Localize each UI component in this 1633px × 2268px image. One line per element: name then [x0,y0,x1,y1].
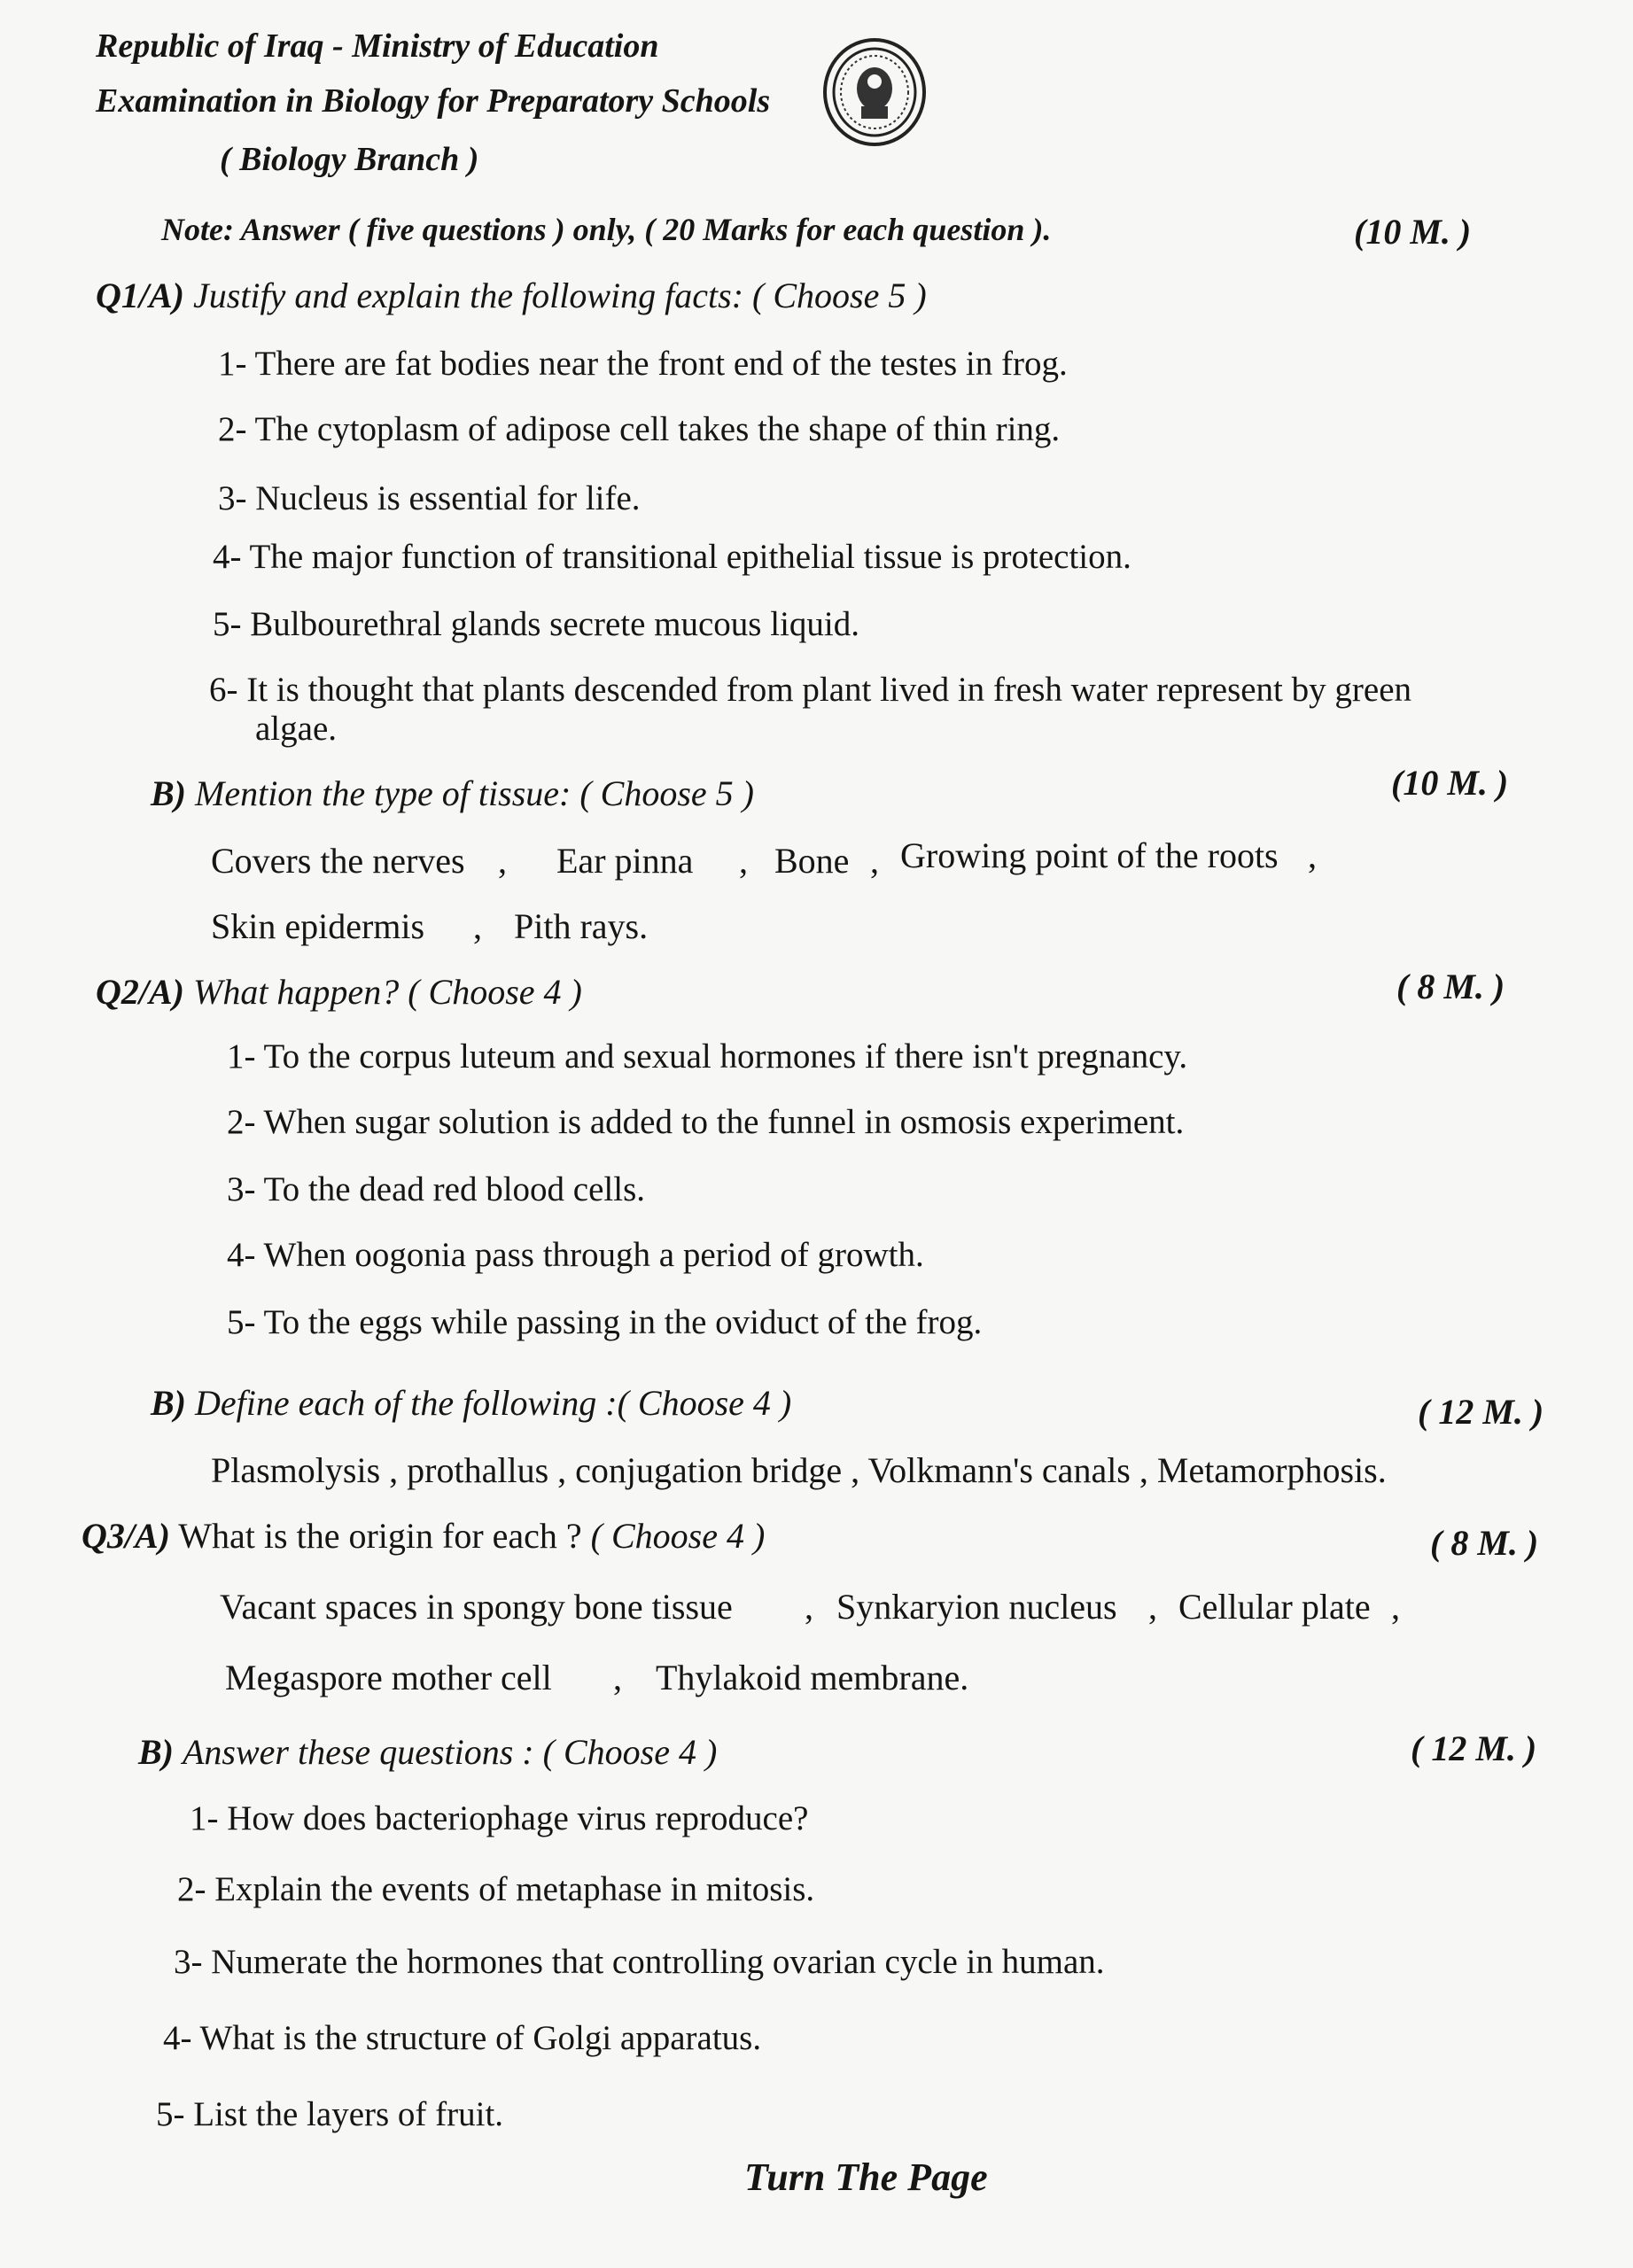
q2a-item: 1- To the corpus luteum and sexual hormones if there isn't pregnancy. [227,1037,1188,1076]
q2b-terms: Plasmolysis , prothallus , conjugation bridge , Volkmann's canals , Metamorphosis. [211,1450,1387,1490]
q1b-separator: , [473,906,482,946]
q2b-label: B) [151,1383,186,1423]
q1b-text: Mention the type of tissue: ( Choose 5 ) [195,773,754,813]
q2b-marks: ( 12 M. ) [1418,1392,1544,1432]
q3b-item: 3- Numerate the hormones that controlling ovarian cycle in human. [174,1943,1105,1981]
q3a-separator: , [613,1658,622,1697]
q3b-text: Answer these questions : ( Choose 4 ) [183,1732,718,1772]
q1b-marks: (10 M. ) [1391,763,1509,803]
q3a-separator: , [1391,1587,1400,1627]
q3a-label: Q3/A) [82,1516,170,1556]
q1b-separator: , [498,841,507,881]
q1a-item: 1- There are fat bodies near the front end of the testes in frog. [218,345,1068,383]
q1b-term: Skin epidermis [211,906,425,946]
header-branch: ( Biology Branch ) [220,141,479,178]
q3a-separator: , [805,1587,813,1627]
q3a-term: Synkaryion nucleus [836,1587,1117,1627]
q3a-term: Thylakoid membrane. [656,1658,969,1697]
q1b-separator: , [870,841,879,881]
q3b-heading [138,1731,717,1773]
q1b-separator: , [1308,835,1317,875]
exam-note: Note: Answer ( five questions ) only, ( 20 Marks for each question ). [161,212,1052,247]
q3a-term: Vacant spaces in spongy bone tissue [220,1587,733,1627]
q2a-item: 4- When oogonia pass through a period of growth. [227,1236,924,1274]
q2a-text: What happen? ( Choose 4 ) [193,972,582,1012]
q2a-heading [96,971,582,1013]
q1a-item: 4- The major function of transitional epithelial tissue is protection. [213,538,1131,576]
q3a-marks: ( 8 M. ) [1430,1523,1539,1563]
q1a-label: Q1/A) [96,276,184,315]
q1b-term: Ear pinna [556,841,694,881]
q1b-term: Pith rays. [514,906,649,946]
q2a-item: 3- To the dead red blood cells. [227,1170,645,1208]
q3b-item: 5- List the layers of fruit. [156,2095,504,2133]
ministry-seal-icon [822,37,927,147]
q1b-term: Growing point of the roots [900,835,1279,875]
q3a-separator: , [1148,1587,1157,1627]
q3b-marks: ( 12 M. ) [1411,1728,1537,1768]
q1a-item: 5- Bulbourethral glands secrete mucous liquid. [213,605,859,643]
q1a-item: 6- It is thought that plants descended from plant lived in fresh water represent by green [209,671,1412,709]
header-exam-title: Examination in Biology for Preparatory Schools [96,82,771,120]
q1b-heading [151,773,754,814]
q3b-label: B) [138,1732,174,1772]
header-ministry: Republic of Iraq - Ministry of Education [96,27,659,65]
q2a-item: 2- When sugar solution is added to the funnel in osmosis experiment. [227,1103,1185,1141]
q3a-term: Megaspore mother cell [225,1658,552,1697]
q1a-heading [96,275,927,316]
q3a-heading [82,1515,765,1557]
q3b-item: 1- How does bacteriophage virus reproduce? [190,1799,809,1837]
q2a-label: Q2/A) [96,972,184,1012]
note-marks: (10 M. ) [1354,212,1472,252]
q3a-text: What is the origin for each ? [178,1516,582,1556]
q3a-term: Cellular plate [1178,1587,1371,1627]
q1b-separator: , [739,841,748,881]
q1a-item: 2- The cytoplasm of adipose cell takes the shape of thin ring. [218,410,1061,448]
q1b-term: Bone [774,841,850,881]
q1b-label: B) [151,773,186,813]
q1a-item-continuation: algae. [255,710,338,748]
q3b-item: 2- Explain the events of metaphase in mitosis. [177,1870,815,1908]
turn-the-page: Turn The Page [744,2155,988,2199]
q2b-heading [151,1382,791,1424]
q2a-item: 5- To the eggs while passing in the oviduct of the frog. [227,1303,983,1341]
q3b-item: 4- What is the structure of Golgi apparatus. [163,2019,762,2057]
q1b-term: Covers the nerves [211,841,465,881]
q2b-text: Define each of the following :( Choose 4 ) [195,1383,792,1423]
q1a-text: Justify and explain the following facts: ( Choose 5 ) [193,276,927,315]
q3a-choose: ( Choose 4 ) [590,1516,766,1556]
q1a-item: 3- Nucleus is essential for life. [218,479,641,517]
q2a-marks: ( 8 M. ) [1396,967,1505,1006]
